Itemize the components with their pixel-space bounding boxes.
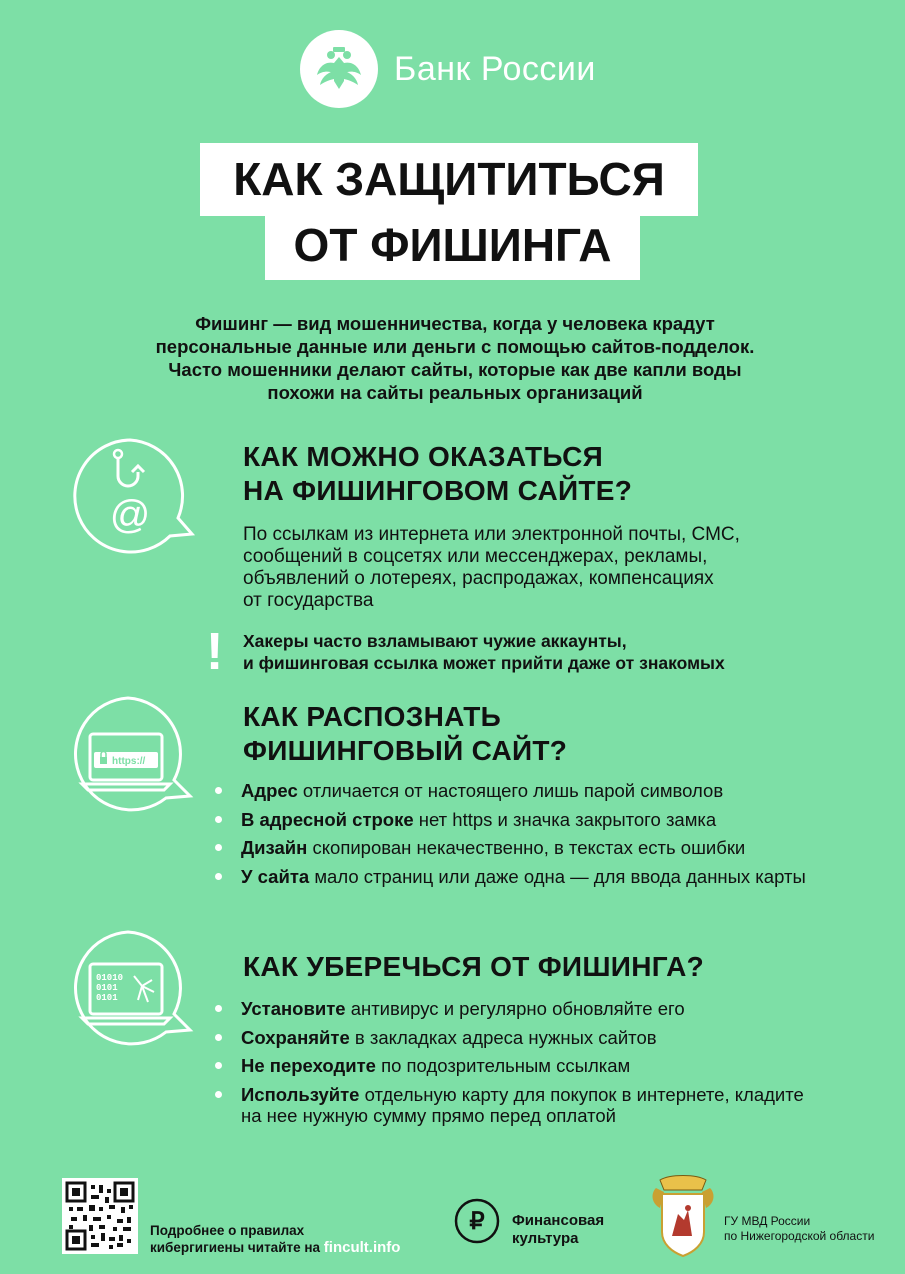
list-item: У сайта мало страниц или даже одна — для ввода данных карты	[241, 866, 831, 887]
intro-line: персональные данные или деньги с помощью сайтов-подделок.	[155, 336, 755, 357]
list-item: Не переходите по подозрительным ссылкам	[241, 1055, 821, 1076]
list-item: Используйте отдельную карту для покупок в интернете, кладите на нее нужную сумму прямо перед оплатой	[241, 1084, 821, 1126]
intro-paragraph	[110, 312, 800, 404]
list-item: Установите антивирус и регулярно обновляйте его	[241, 998, 821, 1019]
list-item: Сохраняйте в закладках адреса нужных сайтов	[241, 1027, 821, 1048]
warning-mark-icon: !	[206, 623, 224, 681]
laptop-virus-icon	[62, 928, 194, 1054]
svg-text:₽: ₽	[469, 1208, 485, 1235]
section2-heading: КАК РАСПОЗНАТЬ ФИШИНГОВЫЙ САЙТ?	[243, 701, 568, 766]
laptop-https-icon	[62, 694, 194, 820]
section1-heading: КАК МОЖНО ОКАЗАТЬСЯ НА ФИШИНГОВОМ САЙТЕ?	[243, 441, 633, 506]
phishing-hook-icon	[70, 436, 200, 560]
mvd-emblem-icon	[650, 1170, 716, 1266]
section3-list	[241, 998, 821, 1133]
svg-text:01010: 01010	[96, 973, 124, 983]
svg-text:0101: 0101	[96, 983, 118, 993]
qr-code[interactable]	[62, 1178, 138, 1254]
list-item: Дизайн скопирован некачественно, в текстах есть ошибки	[241, 837, 831, 858]
mvd-label: ГУ МВД России по Нижегородской области	[724, 1214, 875, 1243]
list-item: В адресной строке нет https и значка закрытого замка	[241, 809, 831, 830]
intro-line: Часто мошенники делают сайты, которые как две капли воды	[168, 359, 742, 380]
intro-line: Фишинг — вид мошенничества, когда у человека крадут	[195, 313, 715, 334]
more-info-text: Подробнее о правилах кибергигиены читайте на fincult.info	[150, 1223, 401, 1256]
fin-culture-label: Финансовая культура	[512, 1212, 605, 1247]
section1-body: По ссылкам из интернета или электронной почты, СМС, сообщений в соцсетях или мессенджерах, рекламы, объявлений о лотереях, распродажах, компенсациях от государства	[243, 524, 740, 611]
fincult-link[interactable]: fincult.info	[323, 1239, 401, 1256]
eagle-emblem-icon	[300, 30, 378, 108]
svg-text:@: @	[109, 493, 151, 537]
section3-heading: КАК УБЕРЕЧЬСЯ ОТ ФИШИНГА?	[243, 951, 705, 982]
section2-list	[241, 780, 831, 894]
list-item: Адрес отличается от настоящего лишь парой символов	[241, 780, 831, 801]
svg-text:0101: 0101	[96, 993, 118, 1003]
bank-name: Банк России	[394, 49, 596, 88]
page-title-line2: ОТ ФИШИНГА	[265, 212, 640, 280]
page-title-line1: КАК ЗАЩИТИТЬСЯ	[200, 143, 698, 216]
https-label: https://	[112, 756, 146, 767]
bank-logo	[300, 30, 596, 108]
fin-culture-icon	[452, 1196, 502, 1250]
intro-line: похожи на сайты реальных организаций	[267, 382, 643, 403]
section1-warning: Хакеры часто взламывают чужие аккаунты, и фишинговая ссылка может прийти даже от знакомых	[243, 631, 725, 673]
